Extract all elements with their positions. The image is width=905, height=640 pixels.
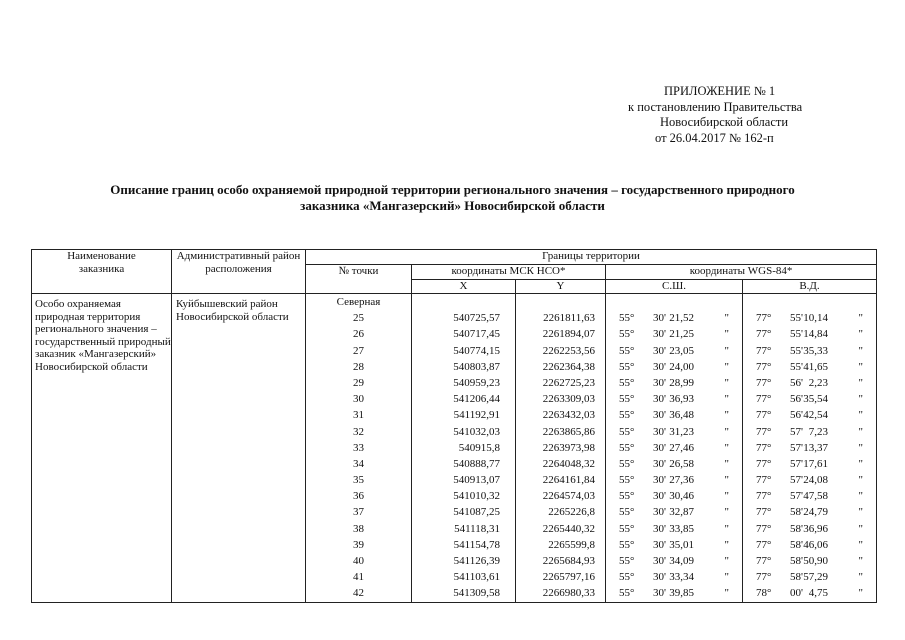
lon-seconds-symbol: " (858, 312, 864, 325)
lon-seconds: 24,79 (803, 506, 829, 519)
lon-degrees: 78° (756, 587, 772, 600)
lat-degrees: 55° (619, 538, 635, 551)
lon-degrees: 77° (756, 360, 772, 373)
lon-seconds: 35,33 (803, 344, 829, 357)
lat-seconds: 26,58 (669, 457, 694, 470)
latitude-value (606, 585, 742, 601)
y-value: 2265797,16 (542, 571, 595, 584)
x-value: 540803,87 (453, 360, 500, 373)
longitude-value (743, 391, 876, 407)
lon-seconds: 4,75 (808, 587, 829, 600)
lon-degrees: 77° (756, 376, 772, 389)
lon-seconds: 41,65 (803, 360, 829, 373)
lat-degrees: 55° (619, 555, 635, 567)
lat-degrees: 55° (619, 425, 635, 438)
district-name: Куйбышевский район Новосибирской области (176, 298, 289, 323)
lat-minutes: 30' (653, 409, 666, 422)
lon-degrees: 77° (756, 441, 772, 454)
point-number: 36 (353, 490, 364, 503)
longitude-value (743, 326, 876, 342)
lon-minutes: 57' (790, 490, 803, 503)
lat-seconds: 24,00 (669, 360, 694, 373)
y-value: 2264574,03 (542, 490, 595, 503)
lat-seconds: 32,87 (669, 506, 694, 519)
lon-seconds-symbol: " (858, 571, 864, 584)
y-value: 2264048,32 (542, 457, 595, 470)
longitude-value (743, 343, 876, 359)
lon-seconds: 50,90 (803, 555, 829, 567)
lat-seconds-symbol: " (724, 360, 729, 373)
x-value: 540913,07 (453, 474, 500, 487)
latitude-value (606, 504, 742, 520)
latitude-value (606, 553, 742, 569)
lat-seconds: 21,52 (669, 312, 694, 325)
y-value: 2264161,84 (542, 474, 595, 487)
y-value: 2262725,23 (542, 376, 595, 389)
y-value: 2263973,98 (542, 441, 595, 454)
lat-minutes: 30' (653, 328, 666, 341)
lon-seconds-symbol: " (858, 360, 864, 373)
lon-seconds-symbol: " (858, 425, 864, 438)
x-value: 541309,58 (453, 587, 500, 600)
point-number: 41 (353, 571, 364, 584)
lon-seconds: 17,61 (803, 457, 829, 470)
x-value: 540888,77 (453, 457, 500, 470)
lat-seconds-symbol: " (724, 344, 729, 357)
x-value: 541087,25 (453, 506, 500, 519)
y-value: 2265226,8 (548, 506, 595, 519)
y-value: 2263432,03 (542, 409, 595, 422)
latitude-value (606, 391, 742, 407)
latitude-column (606, 294, 743, 603)
longitude-list (743, 294, 876, 602)
lat-seconds: 21,25 (669, 328, 694, 341)
lat-degrees: 55° (619, 344, 635, 357)
x-value: 540959,23 (453, 376, 500, 389)
latitude-value (606, 310, 742, 326)
lon-degrees: 77° (756, 457, 772, 470)
point-number: 31 (353, 409, 364, 422)
y-column (516, 294, 606, 603)
x-value: 541010,32 (453, 490, 500, 503)
lon-seconds-symbol: " (858, 587, 864, 600)
point-number: 27 (353, 344, 364, 357)
longitude-value (743, 424, 876, 440)
longitude-value (743, 359, 876, 375)
lat-seconds: 34,09 (669, 555, 694, 567)
lat-minutes: 30' (653, 571, 666, 584)
latitude-value (606, 343, 742, 359)
lon-seconds: 24,08 (803, 474, 829, 487)
lat-seconds-symbol: " (724, 522, 729, 535)
title-line-1: Описание границ особо охраняемой природной территории регионального значения – государственного природного (110, 182, 795, 197)
lon-seconds: 47,58 (803, 490, 829, 503)
lat-minutes: 30' (653, 441, 666, 454)
latitude-list (606, 294, 742, 602)
lon-seconds-symbol: " (858, 393, 864, 406)
point-number: 35 (353, 474, 364, 487)
longitude-value (743, 472, 876, 488)
lat-minutes: 30' (653, 490, 666, 503)
y-value: 2263865,86 (542, 425, 595, 438)
lon-minutes: 56' (790, 409, 803, 422)
y-value: 2265684,93 (542, 555, 595, 567)
lon-degrees: 77° (756, 522, 772, 535)
latitude-value (606, 440, 742, 456)
lon-degrees: 77° (756, 555, 772, 567)
point-number-column (306, 294, 412, 603)
lat-seconds-symbol: " (724, 474, 729, 487)
longitude-value (743, 569, 876, 585)
latitude-value (606, 326, 742, 342)
latitude-value (606, 569, 742, 585)
blank-line (606, 294, 742, 310)
section-label: Северная (336, 296, 381, 308)
y-value: 2261894,07 (542, 328, 595, 341)
lon-degrees: 77° (756, 344, 772, 357)
longitude-value (743, 585, 876, 601)
lon-seconds: 57,29 (803, 571, 829, 584)
latitude-value (606, 456, 742, 472)
y-value: 2265599,8 (548, 538, 595, 551)
point-number: 26 (353, 328, 364, 341)
lat-seconds: 35,01 (669, 538, 694, 551)
blank-line (743, 294, 876, 310)
header-msk-coordinates: координаты МСК НСО* (412, 265, 606, 280)
appendix-region: Новосибирской области (660, 115, 789, 129)
appendix-decree-ref: к постановлению Правительства (628, 99, 803, 114)
lon-degrees: 77° (756, 490, 772, 503)
latitude-value (606, 472, 742, 488)
lat-degrees: 55° (619, 312, 635, 325)
lon-minutes: 57' (790, 441, 803, 454)
lat-seconds-symbol: " (724, 328, 729, 341)
lon-minutes: 58' (790, 571, 803, 584)
lat-degrees: 55° (619, 393, 635, 406)
lon-minutes: 55' (790, 344, 803, 357)
lat-seconds: 27,46 (669, 441, 694, 454)
x-value: 541154,78 (453, 538, 500, 551)
point-number: 42 (353, 587, 364, 600)
lon-degrees: 77° (756, 474, 772, 487)
header-latitude: С.Ш. (606, 280, 743, 294)
lat-minutes: 30' (653, 376, 666, 389)
lat-minutes: 30' (653, 360, 666, 373)
lon-degrees: 77° (756, 312, 772, 325)
lat-seconds: 28,99 (669, 376, 694, 389)
lon-seconds-symbol: " (858, 538, 864, 551)
lat-degrees: 55° (619, 522, 635, 535)
lat-minutes: 30' (653, 457, 666, 470)
point-number: 40 (353, 555, 364, 567)
lat-minutes: 30' (653, 344, 666, 357)
x-value: 540717,45 (453, 328, 500, 341)
longitude-value (743, 553, 876, 569)
lon-seconds: 13,37 (803, 441, 829, 454)
y-value: 2262364,38 (542, 360, 595, 373)
lon-minutes: 58' (790, 538, 803, 551)
point-number: 33 (353, 441, 364, 454)
lat-seconds-symbol: " (724, 490, 729, 503)
lat-seconds: 31,23 (669, 425, 694, 438)
district-cell (172, 294, 306, 603)
x-value: 540725,57 (453, 312, 500, 325)
lat-seconds-symbol: " (724, 409, 729, 422)
lon-seconds-symbol: " (858, 506, 864, 519)
lon-seconds: 7,23 (808, 425, 829, 438)
lat-seconds-symbol: " (724, 393, 729, 406)
lat-degrees: 55° (619, 376, 635, 389)
lat-seconds: 39,85 (669, 587, 694, 600)
longitude-column (743, 294, 877, 603)
lon-degrees: 77° (756, 409, 772, 422)
header-borders: Границы территории (306, 250, 877, 265)
lat-minutes: 30' (653, 522, 666, 535)
y-value: 2261811,63 (543, 312, 595, 325)
latitude-value (606, 359, 742, 375)
x-value: 541032,03 (453, 425, 500, 438)
point-number: 38 (353, 522, 364, 535)
lat-minutes: 30' (653, 587, 666, 600)
lon-seconds-symbol: " (858, 522, 864, 535)
longitude-value (743, 537, 876, 553)
lat-seconds: 27,36 (669, 474, 694, 487)
longitude-value (743, 407, 876, 423)
title-line-2: заказника «Мангазерский» Новосибирской области (300, 198, 605, 213)
latitude-value (606, 488, 742, 504)
appendix-header (590, 84, 905, 146)
point-number: 28 (353, 360, 364, 373)
document-title (20, 182, 885, 214)
header-wgs-coordinates: координаты WGS-84* (606, 265, 877, 280)
y-value: 2262253,56 (542, 344, 595, 357)
latitude-value (606, 537, 742, 553)
lon-minutes: 57' (790, 425, 803, 438)
reserve-name-cell (32, 294, 172, 603)
header-district: Административный район расположения (172, 250, 306, 294)
point-number: 25 (353, 312, 364, 325)
x-value: 541206,44 (453, 393, 500, 406)
lat-seconds-symbol: " (724, 457, 729, 470)
longitude-value (743, 488, 876, 504)
lat-degrees: 55° (619, 441, 635, 454)
lat-minutes: 30' (653, 506, 666, 519)
lon-minutes: 56' (790, 376, 803, 389)
y-value: 2266980,33 (542, 587, 595, 600)
lat-seconds: 36,93 (669, 393, 694, 406)
latitude-value (606, 521, 742, 537)
appendix-date-number: от 26.04.2017 № 162-п (655, 130, 774, 145)
lat-seconds-symbol: " (724, 555, 729, 567)
lat-degrees: 55° (619, 490, 635, 503)
header-reserve-name: Наименование заказника (32, 250, 172, 294)
point-number: 39 (353, 538, 364, 551)
lon-degrees: 77° (756, 506, 772, 519)
point-number: 37 (353, 506, 364, 519)
longitude-value (743, 440, 876, 456)
lon-degrees: 77° (756, 425, 772, 438)
lat-seconds: 36,48 (669, 409, 694, 422)
lat-seconds: 33,85 (669, 522, 694, 535)
lon-minutes: 57' (790, 457, 803, 470)
x-value: 541118,31 (454, 522, 500, 535)
lat-minutes: 30' (653, 312, 666, 325)
y-value: 2263309,03 (542, 393, 595, 406)
x-value: 540915,8 (458, 441, 500, 454)
lon-minutes: 57' (790, 474, 803, 487)
point-number-list (306, 294, 411, 602)
lon-seconds: 2,23 (808, 376, 829, 389)
lat-seconds: 33,34 (669, 571, 694, 584)
lon-minutes: 55' (790, 328, 803, 341)
latitude-value (606, 424, 742, 440)
lat-degrees: 55° (619, 457, 635, 470)
lat-seconds-symbol: " (724, 312, 729, 325)
lat-degrees: 55° (619, 328, 635, 341)
lon-seconds: 35,54 (803, 393, 829, 406)
header-x: X (412, 280, 516, 294)
point-number: 34 (353, 457, 364, 470)
lon-minutes: 00' (790, 587, 803, 600)
longitude-value (743, 310, 876, 326)
lon-minutes: 58' (790, 555, 803, 567)
latitude-value (606, 375, 742, 391)
lon-seconds-symbol: " (858, 555, 864, 567)
lat-seconds-symbol: " (724, 441, 729, 454)
lon-minutes: 55' (790, 312, 803, 325)
lat-minutes: 30' (653, 393, 666, 406)
lat-seconds-symbol: " (724, 506, 729, 519)
lon-seconds-symbol: " (858, 409, 864, 422)
lon-seconds: 36,96 (803, 522, 829, 535)
reserve-name: Особо охраняемая природная территория регионального значения – государственный природный заказник «Мангазерский» Новосибирской области (35, 298, 171, 373)
longitude-value (743, 504, 876, 520)
lon-seconds-symbol: " (858, 344, 864, 357)
longitude-value (743, 456, 876, 472)
lat-seconds-symbol: " (724, 376, 729, 389)
lon-seconds-symbol: " (858, 490, 864, 503)
lon-degrees: 77° (756, 393, 772, 406)
lat-seconds: 23,05 (669, 344, 694, 357)
lon-seconds: 46,06 (803, 538, 829, 551)
header-point-number: № точки (306, 265, 412, 294)
lat-minutes: 30' (653, 538, 666, 551)
point-number: 29 (353, 376, 364, 389)
boundary-table (31, 249, 877, 603)
point-number: 30 (353, 393, 364, 406)
lon-seconds-symbol: " (858, 474, 864, 487)
x-value-list (412, 294, 515, 602)
lon-seconds: 42,54 (803, 409, 829, 422)
x-value: 540774,15 (453, 344, 500, 357)
lon-minutes: 56' (790, 393, 803, 406)
lon-seconds: 14,84 (803, 328, 829, 341)
lat-degrees: 55° (619, 506, 635, 519)
point-number: 32 (353, 425, 364, 438)
lon-seconds-symbol: " (858, 328, 864, 341)
latitude-value (606, 407, 742, 423)
x-value: 541103,61 (453, 571, 500, 584)
longitude-value (743, 375, 876, 391)
lat-seconds-symbol: " (724, 538, 729, 551)
x-column (412, 294, 516, 603)
lon-minutes: 58' (790, 506, 803, 519)
header-y: Y (516, 280, 606, 294)
lat-degrees: 55° (619, 571, 635, 584)
lat-degrees: 55° (619, 360, 635, 373)
appendix-number: ПРИЛОЖЕНИЕ № 1 (664, 84, 776, 98)
lat-minutes: 30' (653, 425, 666, 438)
lat-minutes: 30' (653, 555, 666, 567)
blank-line (516, 294, 605, 310)
lat-degrees: 55° (619, 474, 635, 487)
x-value: 541126,39 (453, 555, 500, 567)
x-value: 541192,91 (453, 409, 500, 422)
lat-minutes: 30' (653, 474, 666, 487)
lon-seconds-symbol: " (858, 457, 864, 470)
header-longitude: В.Д. (743, 280, 877, 294)
longitude-value (743, 521, 876, 537)
blank-line (412, 294, 515, 310)
lon-degrees: 77° (756, 328, 772, 341)
lon-minutes: 58' (790, 522, 803, 535)
y-value-list (516, 294, 605, 602)
y-value: 2265440,32 (542, 522, 595, 535)
lat-seconds-symbol: " (724, 587, 729, 600)
lon-seconds: 10,14 (803, 312, 829, 325)
lon-minutes: 55' (790, 360, 803, 373)
lon-seconds-symbol: " (858, 441, 864, 454)
lat-seconds-symbol: " (724, 571, 729, 584)
lat-seconds: 30,46 (669, 490, 694, 503)
lat-seconds-symbol: " (724, 425, 729, 438)
lon-degrees: 77° (756, 571, 772, 584)
lat-degrees: 55° (619, 409, 635, 422)
lon-degrees: 77° (756, 538, 772, 551)
lon-seconds-symbol: " (858, 376, 864, 389)
lat-degrees: 55° (619, 587, 635, 600)
